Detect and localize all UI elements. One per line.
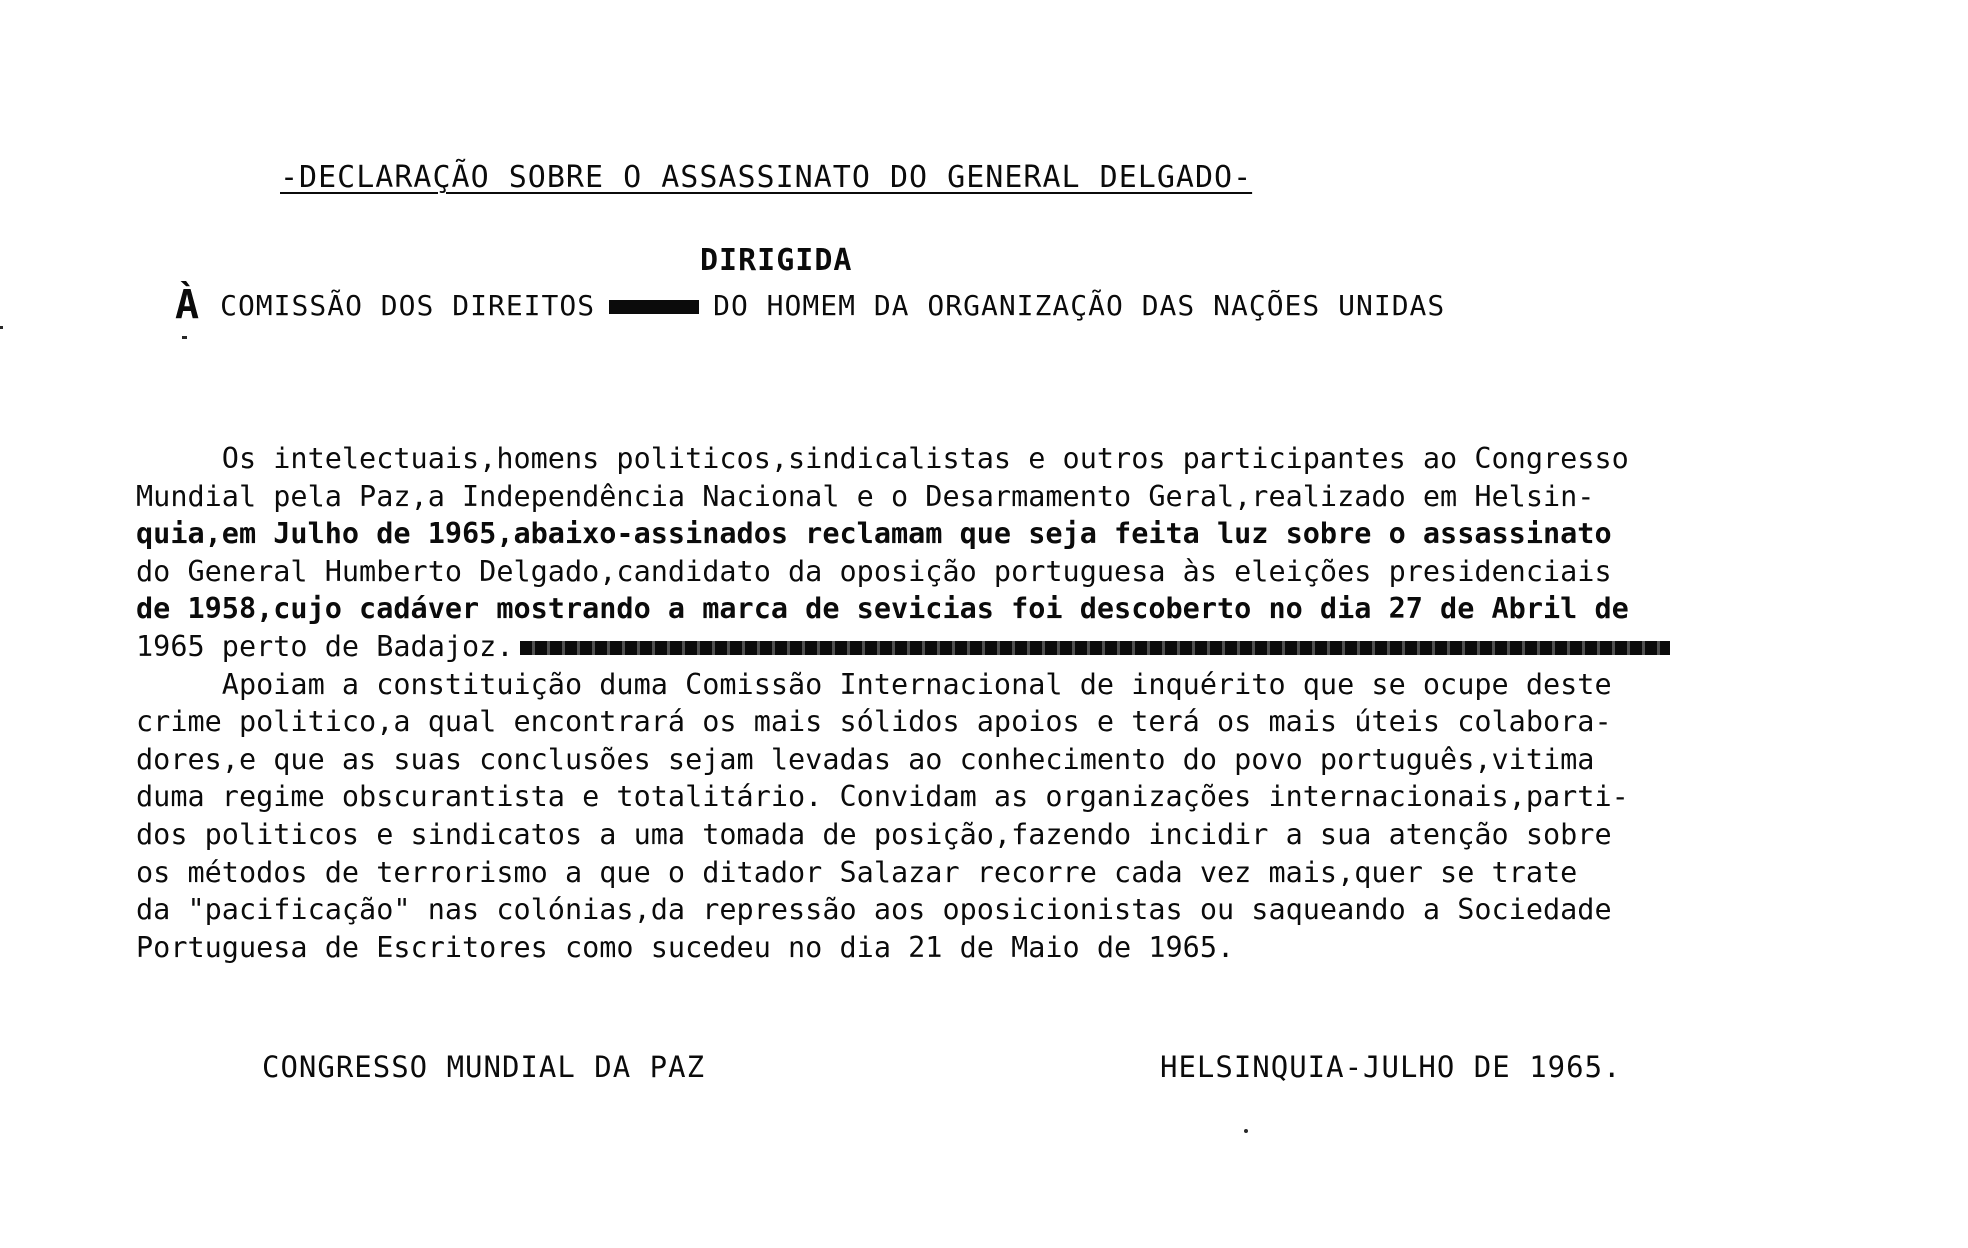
document-title <box>280 160 1252 195</box>
declaration-body <box>136 440 1876 966</box>
addressee-line <box>175 282 1445 328</box>
paragraph-line-4: do General Humberto Delgado,candidato da oposição portuguesa às eleições presidenciais <box>136 554 1612 588</box>
paragraph-line-13: da "pacificação" nas colónias,da repressão aos oposicionistas ou saqueando a Sociedade <box>136 893 1612 927</box>
paragraph-line-9: dores,e que as suas conclusões sejam levadas ao conhecimento do povo português,vitima <box>136 742 1595 776</box>
paragraph-line-6-text: 1965 perto de Badajoz. <box>136 629 514 663</box>
ink-speck <box>0 326 3 329</box>
paragraph-line-7: Apoiam a constituição duma Comissão Internacional de inquérito que se ocupe deste <box>136 667 1612 701</box>
paragraph-line-11: dos politicos e sindicatos a uma tomada de posição,fazendo incidir a sua atenção sobre <box>136 817 1612 851</box>
addressee-part1: COMISSÃO DOS DIREITOS <box>220 289 596 322</box>
addressee-part2: DO HOMEM DA ORGANIZAÇÃO DAS NAÇÕES UNIDAS <box>713 289 1446 322</box>
paragraph-line-8: crime politico,a qual encontrará os mais sólidos apoios e terá os mais úteis colabora- <box>136 705 1612 739</box>
ink-speck <box>182 336 187 339</box>
ink-speck <box>1244 1129 1248 1133</box>
paragraph-line-14: Portuguesa de Escritores como sucedeu no dia 21 de Maio de 1965. <box>136 930 1235 964</box>
paragraph-line-3: quia,em Julho de 1965,abaixo-assinados reclamam que seja feita luz sobre o assassinato <box>136 517 1612 551</box>
document-title-text: -DECLARAÇÃO SOBRE O ASSASSINATO DO GENERAL DELGADO- <box>280 160 1253 195</box>
struck-out-text <box>520 641 1670 655</box>
paragraph-line-2: Mundial pela Paz,a Independência Nacional e o Desarmamento Geral,realizado em Helsin- <box>136 479 1595 513</box>
dirigida-heading: DIRIGIDA <box>700 243 853 278</box>
signature-organization: CONGRESSO MUNDIAL DA PAZ <box>262 1050 706 1084</box>
paragraph-line-10: duma regime obscurantista e totalitário. Convidam as organizações internacionais,parti- <box>136 780 1629 814</box>
paragraph-line-12: os métodos de terrorismo a que o ditador Salazar recorre cada vez mais,quer se trate <box>136 855 1578 889</box>
paragraph-line-1: Os intelectuais,homens politicos,sindicalistas e outros participantes ao Congresso <box>136 442 1629 475</box>
paragraph-line-6 <box>136 628 1876 666</box>
paragraph-line-5: de 1958,cujo cadáver mostrando a marca de sevicias foi descoberto no dia 27 de Abril de <box>136 592 1629 626</box>
struck-out-word <box>609 300 699 314</box>
addressee-prefix: À <box>175 282 201 328</box>
place-and-date: HELSINQUIA-JULHO DE 1965. <box>1160 1050 1622 1084</box>
